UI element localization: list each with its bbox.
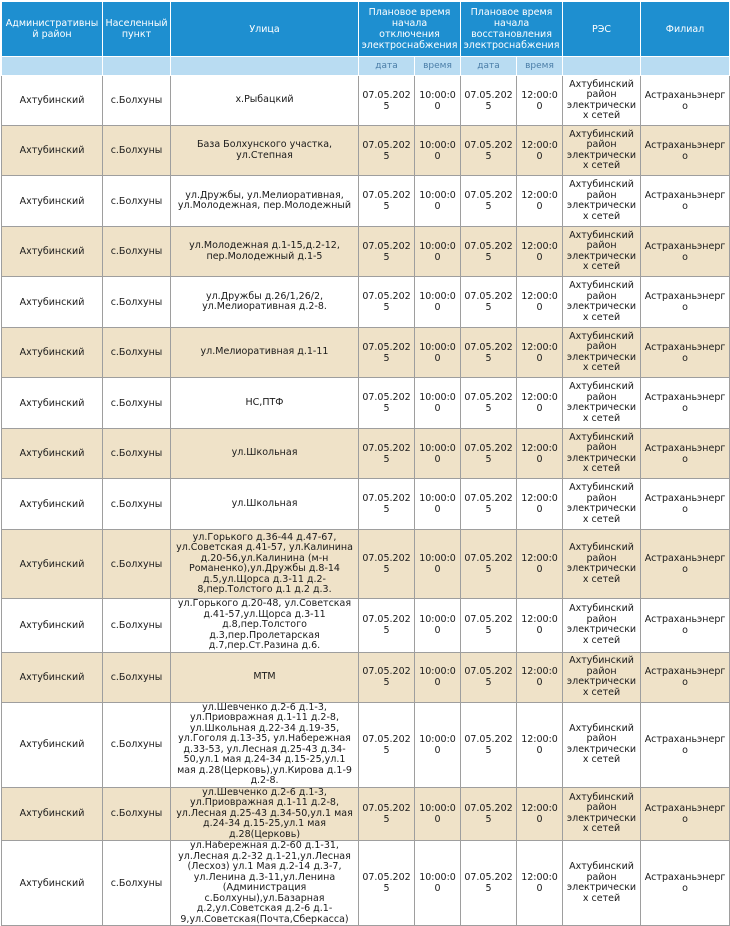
cell-street: ул.Молодежная д.1-15,д.2-12, пер.Молодежный д.1-5 (171, 227, 359, 277)
cell-on-date: 07.05.2025 (461, 126, 517, 176)
table-row (2, 429, 730, 479)
cell-locality: с.Болхуны (103, 76, 171, 126)
cell-off-date: 07.05.2025 (359, 841, 415, 926)
subheader-empty (563, 57, 641, 76)
cell-res: Ахтубинский район электрических сетей (563, 530, 641, 599)
cell-on-date: 07.05.2025 (461, 176, 517, 227)
cell-locality: с.Болхуны (103, 429, 171, 479)
subheader-on-time: время (517, 57, 563, 76)
cell-off-time: 10:00:00 (415, 227, 461, 277)
header-branch: Филиал (641, 2, 730, 57)
subheader-row (2, 57, 730, 76)
cell-street: ул.Дружбы, ул.Мелиоративная, ул.Молодежная, пер.Молодежный (171, 176, 359, 227)
table-row (2, 378, 730, 429)
cell-res: Ахтубинский район электрических сетей (563, 76, 641, 126)
header-street: Улица (171, 2, 359, 57)
cell-locality: с.Болхуны (103, 176, 171, 227)
cell-off-date: 07.05.2025 (359, 126, 415, 176)
cell-district: Ахтубинский (2, 176, 103, 227)
cell-street: ул.Набережная д.2-60 д.1-31, ул.Лесная д.2-32 д.1-21,ул.Лесная (Лесхоз) ул.1 Мая д.2-14 д.3-7, ул.Ленина д.3-11,ул.Ленина (Администрация с.Болхуны),ул.Базарная д.2,ул.Советская д.2-6 д.1-9,ул.Советская(Почта,Сберкасса) (171, 841, 359, 926)
cell-branch: Астраханьэнерго (641, 652, 730, 702)
cell-off-time: 10:00:00 (415, 429, 461, 479)
cell-street: х.Рыбацкий (171, 76, 359, 126)
cell-locality: с.Болхуны (103, 277, 171, 328)
cell-on-date: 07.05.2025 (461, 702, 517, 787)
cell-branch: Астраханьэнерго (641, 530, 730, 599)
cell-off-time: 10:00:00 (415, 652, 461, 702)
cell-off-time: 10:00:00 (415, 176, 461, 227)
cell-district: Ахтубинский (2, 479, 103, 530)
cell-branch: Астраханьэнерго (641, 599, 730, 653)
cell-on-date: 07.05.2025 (461, 479, 517, 530)
cell-on-time: 12:00:00 (517, 76, 563, 126)
header-res: РЭС (563, 2, 641, 57)
cell-off-date: 07.05.2025 (359, 787, 415, 841)
cell-branch: Астраханьэнерго (641, 787, 730, 841)
cell-off-time: 10:00:00 (415, 599, 461, 653)
cell-branch: Астраханьэнерго (641, 702, 730, 787)
table-row (2, 227, 730, 277)
cell-locality: с.Болхуны (103, 530, 171, 599)
subheader-off-date: дата (359, 57, 415, 76)
header-off-time: Плановое время начала отключения электроснабжения (359, 2, 461, 57)
table-row (2, 530, 730, 599)
cell-off-date: 07.05.2025 (359, 702, 415, 787)
cell-on-date: 07.05.2025 (461, 429, 517, 479)
subheader-empty (171, 57, 359, 76)
table-row (2, 126, 730, 176)
cell-street: МТМ (171, 652, 359, 702)
cell-res: Ахтубинский район электрических сетей (563, 429, 641, 479)
cell-on-time: 12:00:00 (517, 530, 563, 599)
cell-res: Ахтубинский район электрических сетей (563, 126, 641, 176)
cell-off-time: 10:00:00 (415, 126, 461, 176)
table-row (2, 787, 730, 841)
cell-res: Ахтубинский район электрических сетей (563, 787, 641, 841)
table-row (2, 176, 730, 227)
cell-on-time: 12:00:00 (517, 702, 563, 787)
cell-district: Ахтубинский (2, 126, 103, 176)
cell-off-date: 07.05.2025 (359, 76, 415, 126)
cell-res: Ахтубинский район электрических сетей (563, 378, 641, 429)
cell-off-time: 10:00:00 (415, 702, 461, 787)
cell-street: ул.Школьная (171, 479, 359, 530)
table-row (2, 76, 730, 126)
subheader-empty (641, 57, 730, 76)
cell-on-time: 12:00:00 (517, 227, 563, 277)
cell-branch: Астраханьэнерго (641, 277, 730, 328)
cell-locality: с.Болхуны (103, 652, 171, 702)
subheader-off-time: время (415, 57, 461, 76)
cell-branch: Астраханьэнерго (641, 378, 730, 429)
cell-off-time: 10:00:00 (415, 841, 461, 926)
cell-street: ул.Школьная (171, 429, 359, 479)
cell-street: База Болхунского участка, ул.Степная (171, 126, 359, 176)
cell-branch: Астраханьэнерго (641, 328, 730, 378)
cell-on-date: 07.05.2025 (461, 787, 517, 841)
cell-on-time: 12:00:00 (517, 599, 563, 653)
subheader-empty (2, 57, 103, 76)
cell-branch: Астраханьэнерго (641, 126, 730, 176)
cell-street: ул.Мелиоративная д.1-11 (171, 328, 359, 378)
subheader-empty (103, 57, 171, 76)
cell-on-time: 12:00:00 (517, 479, 563, 530)
table-row (2, 702, 730, 787)
header-locality: Населенный пункт (103, 2, 171, 57)
cell-district: Ахтубинский (2, 787, 103, 841)
cell-on-time: 12:00:00 (517, 277, 563, 328)
cell-district: Ахтубинский (2, 378, 103, 429)
cell-on-date: 07.05.2025 (461, 277, 517, 328)
cell-on-time: 12:00:00 (517, 787, 563, 841)
cell-off-time: 10:00:00 (415, 328, 461, 378)
table-row (2, 652, 730, 702)
cell-on-date: 07.05.2025 (461, 227, 517, 277)
cell-off-time: 10:00:00 (415, 378, 461, 429)
cell-on-time: 12:00:00 (517, 328, 563, 378)
cell-district: Ахтубинский (2, 530, 103, 599)
cell-district: Ахтубинский (2, 277, 103, 328)
cell-res: Ахтубинский район электрических сетей (563, 599, 641, 653)
cell-locality: с.Болхуны (103, 479, 171, 530)
cell-district: Ахтубинский (2, 328, 103, 378)
cell-on-date: 07.05.2025 (461, 378, 517, 429)
cell-on-time: 12:00:00 (517, 429, 563, 479)
subheader-on-date: дата (461, 57, 517, 76)
table-row (2, 328, 730, 378)
cell-locality: с.Болхуны (103, 599, 171, 653)
cell-res: Ахтубинский район электрических сетей (563, 479, 641, 530)
cell-locality: с.Болхуны (103, 328, 171, 378)
cell-locality: с.Болхуны (103, 378, 171, 429)
cell-street: ул.Горького д.20-48, ул.Советская д.41-57,ул.Щорса д.3-11 д.8,пер.Толстого д.3,пер.Пролетарская д.7,пер.Ст.Разина д.6. (171, 599, 359, 653)
cell-on-time: 12:00:00 (517, 126, 563, 176)
cell-district: Ахтубинский (2, 76, 103, 126)
cell-off-date: 07.05.2025 (359, 530, 415, 599)
cell-off-time: 10:00:00 (415, 76, 461, 126)
cell-res: Ахтубинский район электрических сетей (563, 702, 641, 787)
cell-street: ул.Шевченко д.2-6 д.1-3, ул.Приовражная д.1-11 д.2-8, ул.Лесная д.25-43 д.34-50,ул.1 мая д.24-34 д.15-25,ул.1 мая д.28(Церковь) (171, 787, 359, 841)
cell-on-date: 07.05.2025 (461, 652, 517, 702)
cell-branch: Астраханьэнерго (641, 479, 730, 530)
cell-off-date: 07.05.2025 (359, 328, 415, 378)
table-row (2, 479, 730, 530)
cell-off-time: 10:00:00 (415, 479, 461, 530)
cell-street: ул.Горького д.36-44 д.47-67, ул.Советская д.41-57, ул.Калинина д.20-56,ул.Калинина (м-н Романенко),ул.Дружбы д.8-14 д.5,ул.Щорса д.3-11 д.2-8,пер.Толстого д.1 д.2 д.3. (171, 530, 359, 599)
table-row (2, 277, 730, 328)
cell-off-date: 07.05.2025 (359, 227, 415, 277)
cell-on-time: 12:00:00 (517, 378, 563, 429)
cell-district: Ахтубинский (2, 841, 103, 926)
cell-locality: с.Болхуны (103, 841, 171, 926)
cell-on-time: 12:00:00 (517, 176, 563, 227)
cell-street: ул.Дружбы д.26/1,26/2, ул.Мелиоративная д.2-8. (171, 277, 359, 328)
cell-on-date: 07.05.2025 (461, 328, 517, 378)
header-district: Административный район (2, 2, 103, 57)
cell-on-date: 07.05.2025 (461, 530, 517, 599)
cell-off-date: 07.05.2025 (359, 378, 415, 429)
cell-off-time: 10:00:00 (415, 787, 461, 841)
cell-off-date: 07.05.2025 (359, 652, 415, 702)
cell-locality: с.Болхуны (103, 702, 171, 787)
cell-branch: Астраханьэнерго (641, 227, 730, 277)
cell-locality: с.Болхуны (103, 126, 171, 176)
cell-on-date: 07.05.2025 (461, 599, 517, 653)
cell-branch: Астраханьэнерго (641, 841, 730, 926)
cell-street: ул.Шевченко д.2-6 д.1-3, ул.Приовражная д.1-11 д.2-8, ул.Школьная д.22-34 д.19-35, ул.Гоголя д.13-35, ул.Набережная д.33-53, ул.Лесная д.25-43 д.34-50,ул.1 мая д.24-34 д.15-25,ул.1 мая д.28(Церковь),ул.Кирова д.1-9 д.2-8. (171, 702, 359, 787)
cell-res: Ахтубинский район электрических сетей (563, 227, 641, 277)
cell-branch: Астраханьэнерго (641, 429, 730, 479)
cell-off-date: 07.05.2025 (359, 176, 415, 227)
cell-district: Ахтубинский (2, 702, 103, 787)
cell-off-time: 10:00:00 (415, 277, 461, 328)
cell-branch: Астраханьэнерго (641, 176, 730, 227)
cell-on-date: 07.05.2025 (461, 841, 517, 926)
table-row (2, 841, 730, 926)
cell-res: Ахтубинский район электрических сетей (563, 652, 641, 702)
cell-on-time: 12:00:00 (517, 841, 563, 926)
header-on-time: Плановое время начала восстановления электроснабжения (461, 2, 563, 57)
cell-off-time: 10:00:00 (415, 530, 461, 599)
cell-district: Ахтубинский (2, 652, 103, 702)
cell-branch: Астраханьэнерго (641, 76, 730, 126)
table-body (2, 76, 730, 926)
header-row (2, 2, 730, 57)
cell-res: Ахтубинский район электрических сетей (563, 841, 641, 926)
table-row (2, 599, 730, 653)
cell-district: Ахтубинский (2, 227, 103, 277)
cell-off-date: 07.05.2025 (359, 429, 415, 479)
cell-locality: с.Болхуны (103, 227, 171, 277)
cell-res: Ахтубинский район электрических сетей (563, 176, 641, 227)
cell-on-time: 12:00:00 (517, 652, 563, 702)
cell-res: Ахтубинский район электрических сетей (563, 328, 641, 378)
cell-district: Ахтубинский (2, 599, 103, 653)
cell-on-date: 07.05.2025 (461, 76, 517, 126)
cell-street: НС,ПТФ (171, 378, 359, 429)
cell-res: Ахтубинский район электрических сетей (563, 277, 641, 328)
cell-locality: с.Болхуны (103, 787, 171, 841)
cell-off-date: 07.05.2025 (359, 599, 415, 653)
cell-off-date: 07.05.2025 (359, 479, 415, 530)
cell-off-date: 07.05.2025 (359, 277, 415, 328)
cell-district: Ахтубинский (2, 429, 103, 479)
outage-table (1, 1, 730, 926)
